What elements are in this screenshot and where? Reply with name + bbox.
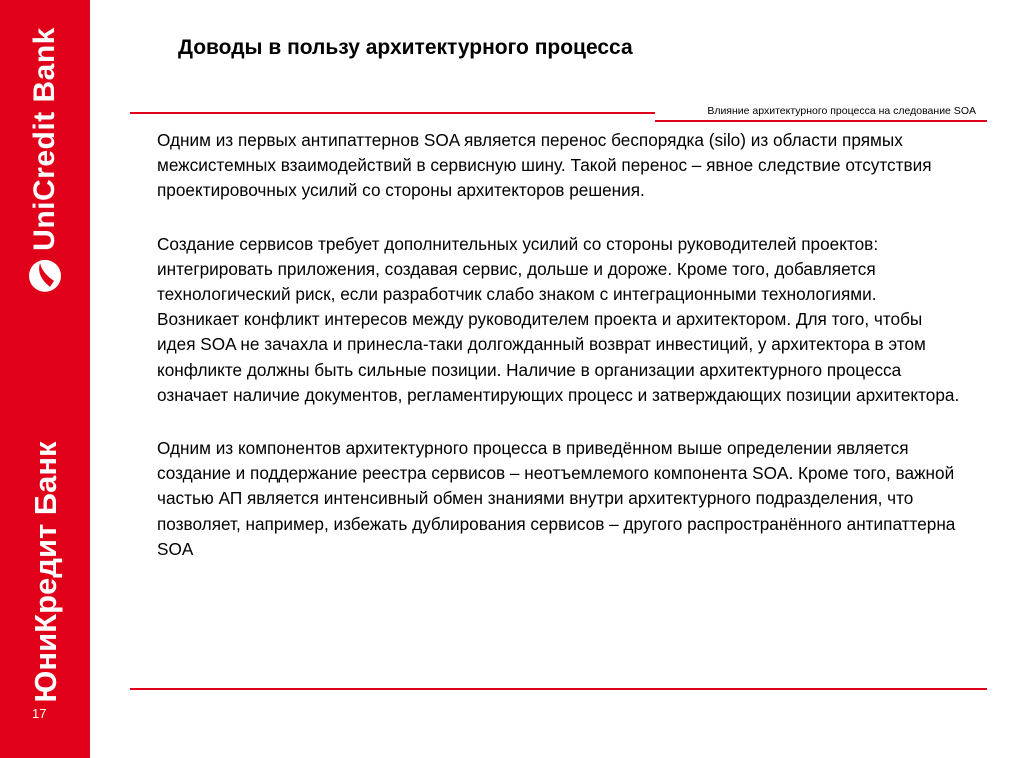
bottom-divider bbox=[130, 688, 987, 690]
paragraph-1: Одним из первых антипаттернов SOA является перенос беспорядка (silo) из области прямых межсистемных взаимодействий в сервисную шину. Такой перенос – явное следствие отсутствия проектировочных усилий со стороны архитекторов решения. bbox=[157, 130, 932, 201]
brand-name-ru: ЮниКредит Банк bbox=[28, 441, 63, 703]
slide-title: Доводы в пользу архитектурного процесса bbox=[178, 36, 633, 59]
unicredit-logo-icon bbox=[28, 259, 62, 293]
brand-logo bbox=[28, 27, 62, 293]
paragraph-2: Создание сервисов требует дополнительных усилий со стороны руководителей проектов: интегрировать приложения, создавая сервис, дольше и дороже. Кроме того, добавляется технологический риск, если разработчик слабо знаком с интеграционными технологиями. Возникает конфликт интересов между руководителем проекта и архитектором. Для того, чтобы идея SOA не зачахла и принесла-таки долгожданный возврат инвестиций, у архитектора в этом конфликте должны быть сильные позиции. Наличие в организации архитектурного процесса означает наличие документов, регламентирующих процесс и затверждающих позиции архитектора. bbox=[157, 233, 960, 405]
brand-name-en: UniCredit Bank bbox=[28, 27, 61, 251]
brand-sidebar bbox=[0, 0, 90, 758]
top-divider bbox=[130, 112, 655, 114]
slide-subtitle: Влияние архитектурного процесса на следование SOA bbox=[707, 105, 976, 117]
paragraph-3: Одним из компонентов архитектурного процесса в приведённом выше определении является создание и поддержание реестра сервисов – неотъемлемого компонента SOA. Кроме того, важной частью АП является интенсивный обмен знаниями внутри архитектурного подразделения, что позволяет, например, избежать дублирования сервисов – другого распространённого антипаттерна SOA bbox=[157, 438, 956, 559]
slide-body bbox=[157, 128, 962, 590]
subtitle-underline bbox=[655, 120, 987, 122]
page-number: 17 bbox=[32, 706, 47, 721]
